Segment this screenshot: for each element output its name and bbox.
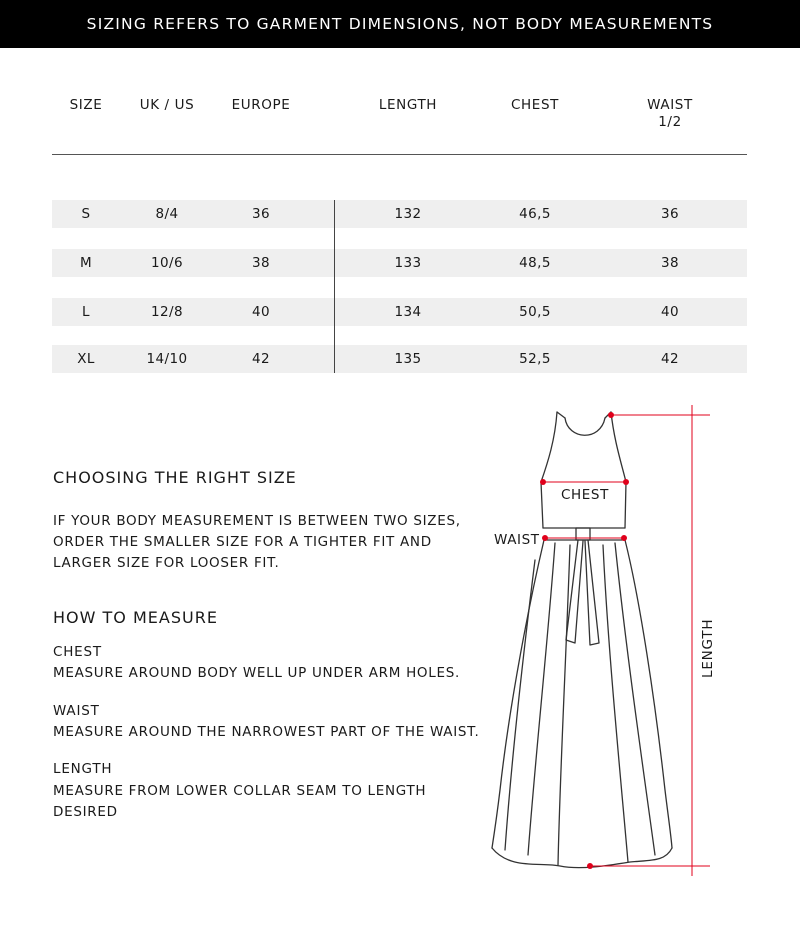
cell-europe: 42 bbox=[252, 351, 270, 367]
cell-ukus: 14/10 bbox=[146, 351, 188, 367]
cell-size: XL bbox=[77, 351, 95, 367]
cell-europe: 38 bbox=[252, 255, 270, 271]
diagram-waist-label: WAIST bbox=[494, 532, 540, 548]
waist-right-dot bbox=[621, 535, 627, 541]
cell-size: M bbox=[79, 255, 93, 271]
cell-waist: 36 bbox=[661, 206, 679, 222]
cell-length: 135 bbox=[394, 351, 422, 367]
col-header-ukus: UK / US bbox=[139, 97, 195, 113]
cell-length: 132 bbox=[394, 206, 422, 222]
choosing-line-2: ORDER THE SMALLER SIZE FOR A TIGHTER FIT AND bbox=[53, 534, 432, 550]
length-bottom-dot bbox=[587, 863, 593, 869]
col-header-chest: CHEST bbox=[511, 97, 559, 113]
col-header-size: SIZE bbox=[69, 97, 103, 113]
chest-text: MEASURE AROUND BODY WELL UP UNDER ARM HOLES. bbox=[53, 665, 460, 681]
length-text-1: MEASURE FROM LOWER COLLAR SEAM TO LENGTH bbox=[53, 783, 427, 799]
diagram-chest-label: CHEST bbox=[561, 487, 609, 503]
cell-europe: 40 bbox=[252, 304, 270, 320]
length-title: LENGTH bbox=[53, 761, 113, 777]
col-header-europe: EUROPE bbox=[231, 97, 291, 113]
cell-chest: 48,5 bbox=[519, 255, 551, 271]
dress-outline bbox=[492, 412, 672, 868]
cell-size: L bbox=[82, 304, 90, 320]
col-header-waist-half: 1/2 bbox=[658, 114, 682, 130]
length-top-dot bbox=[608, 412, 614, 418]
chest-left-dot bbox=[540, 479, 546, 485]
how-title: HOW TO MEASURE bbox=[53, 608, 218, 627]
cell-length: 133 bbox=[394, 255, 422, 271]
length-text-2: DESIRED bbox=[53, 804, 118, 820]
waist-title: WAIST bbox=[53, 703, 100, 719]
cell-size: S bbox=[81, 206, 91, 222]
cell-chest: 50,5 bbox=[519, 304, 551, 320]
choosing-line-1: IF YOUR BODY MEASUREMENT IS BETWEEN TWO SIZES, bbox=[53, 513, 461, 529]
waist-left-dot bbox=[542, 535, 548, 541]
cell-waist: 38 bbox=[661, 255, 679, 271]
col-header-length: LENGTH bbox=[378, 97, 438, 113]
choosing-line-3: LARGER SIZE FOR LOOSER FIT. bbox=[53, 555, 280, 571]
cell-europe: 36 bbox=[252, 206, 270, 222]
cell-ukus: 12/8 bbox=[151, 304, 183, 320]
cell-ukus: 10/6 bbox=[151, 255, 183, 271]
waist-text: MEASURE AROUND THE NARROWEST PART OF THE WAIST. bbox=[53, 724, 480, 740]
chest-right-dot bbox=[623, 479, 629, 485]
cell-ukus: 8/4 bbox=[155, 206, 179, 222]
diagram-length-label: LENGTH bbox=[700, 618, 716, 678]
cell-length: 134 bbox=[394, 304, 422, 320]
cell-chest: 52,5 bbox=[519, 351, 551, 367]
col-header-waist-label: WAIST bbox=[647, 97, 693, 113]
header-banner: SIZING REFERS TO GARMENT DIMENSIONS, NOT BODY MEASUREMENTS bbox=[0, 0, 800, 48]
cell-waist: 40 bbox=[661, 304, 679, 320]
cell-chest: 46,5 bbox=[519, 206, 551, 222]
chest-title: CHEST bbox=[53, 644, 102, 660]
measurement-dots bbox=[540, 412, 629, 869]
choosing-title: CHOOSING THE RIGHT SIZE bbox=[53, 468, 297, 487]
cell-waist: 42 bbox=[661, 351, 679, 367]
